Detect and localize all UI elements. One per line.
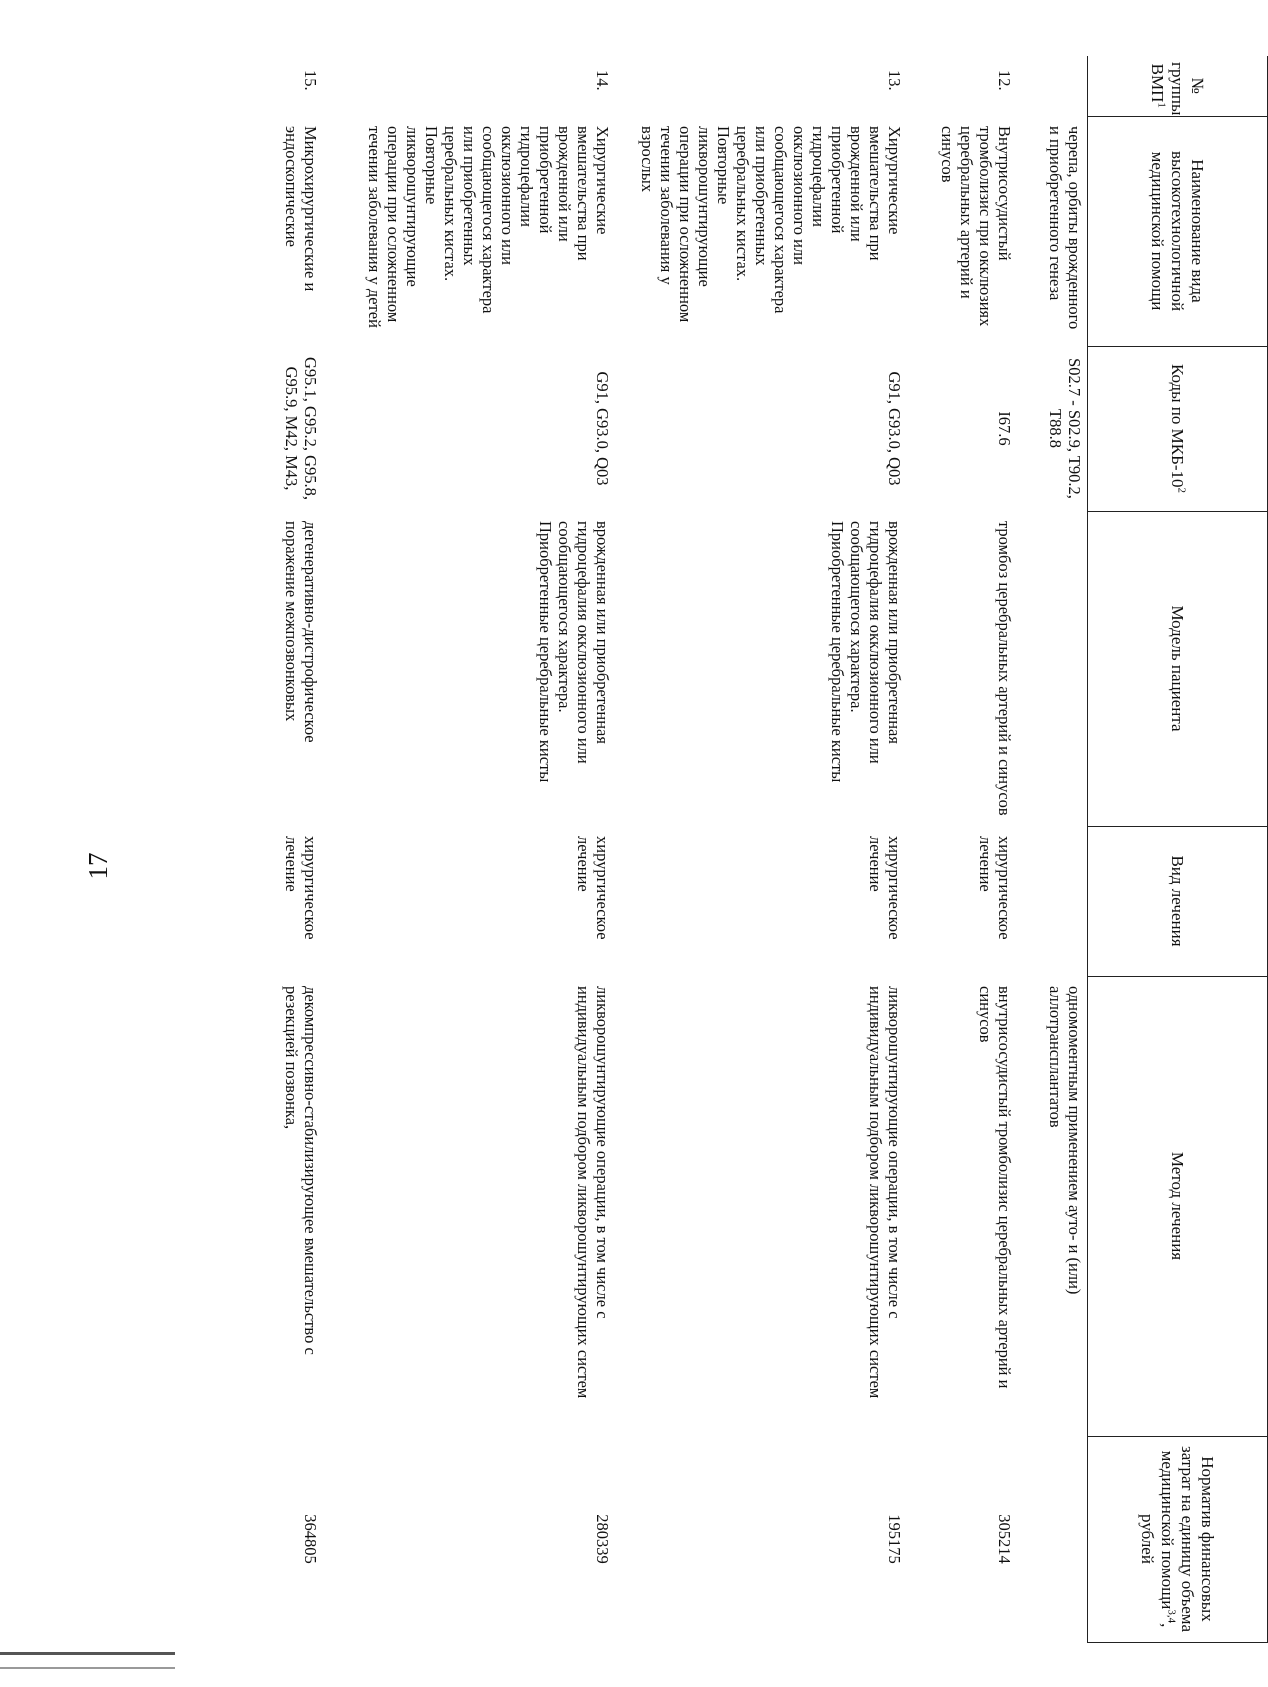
header-codes: Коды по МКБ-$10^2$ — [1088, 346, 1268, 511]
cell-model: дегенеративно-дистрофическое поражение межпозвонковых — [282, 521, 321, 743]
cell-codes: G91, G93.0, Q03 — [593, 371, 613, 486]
cell-codes: G95.1, G95.2, G95.8, G95.9, M42, M43, — [282, 357, 321, 500]
header-method: Метод лечения — [1088, 976, 1268, 1436]
table-row — [908, 56, 1018, 1642]
cell-codes: S02.7 - S02.9, T90.2, T88.8 — [1046, 358, 1084, 499]
table-header-row — [1088, 56, 1268, 1642]
cell-norm: 195175 — [885, 1514, 905, 1564]
cell-num: 13. — [885, 70, 905, 91]
footnote-separator — [0, 1652, 175, 1655]
header-num: № группы ВМП$^1$ — [1088, 56, 1268, 116]
cell-norm: 280339 — [593, 1514, 613, 1564]
header-model: Модель пациента — [1088, 511, 1268, 826]
footnote-separator-secondary — [0, 1667, 175, 1669]
table-row — [324, 56, 616, 1642]
cell-norm: 305214 — [995, 1514, 1015, 1564]
table-row — [144, 56, 324, 1642]
cell-method: ликворошунтирующие операции, в том числе с индивидуальным подбором ликворошунтирующих систем — [574, 986, 613, 1399]
cell-method: внутрисосудистый тромболизис церебральных артерий и синусов — [976, 986, 1015, 1389]
cell-num: 14. — [593, 70, 613, 91]
cell-name: Хирургические вмешательства при врожденной или приобретенной гидроцефалии окклюзионного или сообщающегося характера или приобретенных церебральных кистах. Повторные ликворошунтирующие операции при осложненном течении заболевания у детей — [365, 126, 613, 328]
cell-name: черепа, орбиты врожденного и приобретенного генеза — [1046, 126, 1084, 330]
cell-codes: I67.6 — [995, 411, 1015, 446]
cell-method: одномоментным применением ауто- и (или) аллотрансплантатов — [1046, 986, 1084, 1295]
cell-norm: 364805 — [301, 1514, 321, 1564]
cell-method: декомпрессивно-стабилизирующее вмешательство с резекцией позвонка, — [282, 986, 321, 1355]
cell-method: ликворошунтирующие операции, в том числе с индивидуальным подбором ликворошунтирующих систем — [866, 986, 905, 1399]
cell-type: хирургическое лечение — [866, 836, 905, 940]
cell-model: врожденная или приобретенная гидроцефалия окклюзионного или сообщающегося характера. Приобретенные церебральные кисты — [828, 521, 905, 783]
header-name: Наименование вида высокотехнологичной медицинской помощи — [1088, 116, 1268, 346]
cell-num — [1018, 56, 1088, 116]
cell-name: Хирургические вмешательства при врожденной или приобретенной гидроцефалии окклюзионного или сообщающегося характера или приобретенных церебральных кистах. Повторные ликворошунтирующие операции при осложненном течении заболевания у взрослых — [638, 126, 905, 323]
cell-name: Внутрисосудистый тромболизис при окклюзиях церебральных артерий и синусов — [938, 126, 1015, 327]
cell-name: Микрохирургические и эндоскопические — [282, 126, 321, 292]
page-number: 17 — [83, 852, 113, 880]
cell-codes: G91, G93.0, Q03 — [885, 371, 905, 486]
table-row — [1018, 56, 1088, 1642]
cell-type: хирургическое лечение — [574, 836, 613, 940]
cell-num: 15. — [301, 70, 321, 91]
cell-model — [1018, 511, 1088, 826]
cell-type: хирургическое лечение — [976, 836, 1015, 940]
vmp-table — [144, 56, 1268, 1643]
cell-norm — [1018, 1436, 1088, 1642]
header-type: Вид лечения — [1088, 826, 1268, 976]
table-rotated-wrapper — [144, 56, 1268, 1642]
cell-model: врожденная или приобретенная гидроцефалия окклюзионного или сообщающегося характера. Приобретенные церебральные кисты — [536, 521, 613, 783]
header-norm: Норматив финансовых затрат на единицу объема медицинской помощи$^{3,4}$, рублей — [1088, 1436, 1268, 1642]
cell-type — [1018, 826, 1088, 976]
cell-num: 12. — [995, 70, 1015, 91]
table-row — [616, 56, 908, 1642]
cell-model: тромбоз церебральных артерий и синусов — [995, 521, 1015, 816]
cell-type: хирургическое лечение — [282, 836, 321, 940]
